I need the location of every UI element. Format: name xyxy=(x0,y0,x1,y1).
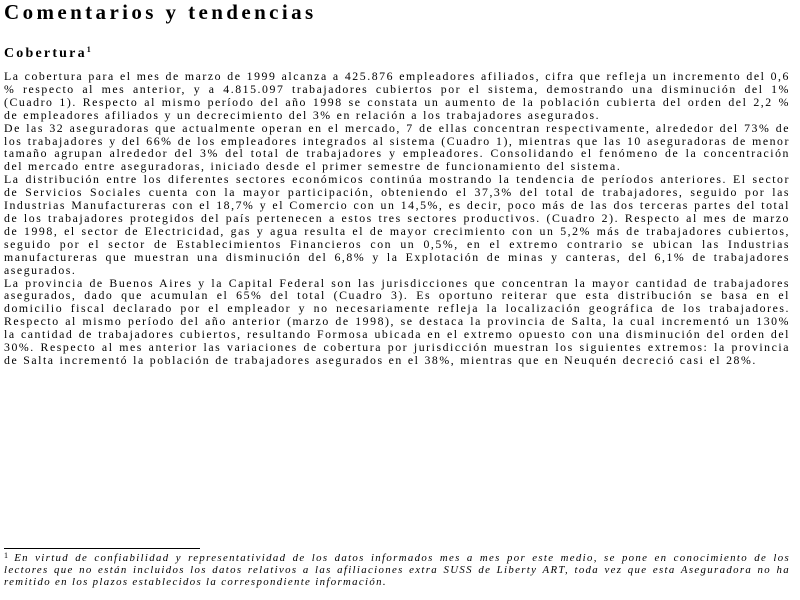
paragraph-sectors: La distribución entre los diferentes sectores económicos continúa mostrando la tendencia de períodos anteriores. El sector de Servicios Sociales cuenta con la mayor participación, obteniendo el 37,3% del total de trabajadores, seguido por las Industrias Manufactureras con el 18,7% y el Comercio con un 14,5%, es decir, poco más de las dos terceras partes del total de los trabajadores protegidos del país pertenecen a estos tres sectores productivos. (Cuadro 2). Respecto al mes de marzo de 1998, el sector de Electricidad, gas y agua resulta el de mayor crecimiento con un 5,2% más de trabajadores cubiertos, seguido por el sector de Establecimientos Financieros con un 0,5%, en el extremo contrario se ubican las Industrias manufactureras que muestran una disminución del 6,8% y la Explotación de minas y canteras, del 6,1% de trabajadores asegurados. xyxy=(4,172,790,277)
paragraph-provinces: La provincia de Buenos Aires y la Capital Federal son las jurisdicciones que concentran la mayor cantidad de trabajadores asegurados, dado que acumulan el 65% del total (Cuadro 3). Es oportuno reiterar que esta distribución se basa en el domicilio fiscal declarado por el empleador y no necesariamente refleja la localización geográfica de los trabajadores. Respecto al mismo período del año anterior (marzo de 1998), se destaca la provincia de Salta, la cual incrementó un 130% la cantidad de trabajadores cubiertos, resultando Formosa ubicada en el extremo opuesto con una disminución del orden del 30%. Respecto al mes anterior las variaciones de cobertura por jurisdicción muestran los siguientes extremos: la provincia de Salta incrementó la población de trabajadores asegurados en el 38%, mientras que en Neuquén decreció casi el 28%. xyxy=(4,275,790,367)
footnote-text: En virtud de confiabilidad y representatividad de los datos informados mes a mes por este medio, se pone en conocimiento de los lectores que no están incluidos los datos relativos a las afiliaciones extra SUSS de Liberty ART, toda vez que esta Aseguradora no ha remitido en los plazos establecidos la correspondiente información. xyxy=(4,552,790,588)
paragraph-insurers: De las 32 aseguradoras que actualmente operan en el mercado, 7 de ellas concentran respectivamente, alrededor del 73% de los trabajadores y del 66% de los empleadores integrados al sistema (Cuadro 1), mientras que las 10 aseguradoras de menor tamaño agrupan alrededor del 3% del total de trabajadores y empleadores. Consolidando el fenómeno de la concentración del mercado entre aseguradoras, iniciado desde el primer semestre de funcionamiento del sistema. xyxy=(4,120,790,174)
paragraph-coverage: La cobertura para el mes de marzo de 1999 alcanza a 425.876 empleadores afiliados, cifra que refleja un incremento del 0,6 % respecto al mes anterior, y a 4.815.097 trabajadores cubiertos por el sistema, demostrando una disminución del 1% (Cuadro 1). Respecto al mismo período del año 1998 se constata un aumento de la población cubierta del orden del 2,2 % de empleadores afiliados y un decrecimiento del 3% en relación a los trabajadores asegurados. xyxy=(4,69,790,122)
footnote-divider xyxy=(4,548,200,549)
footnote xyxy=(4,550,790,588)
page-title: Comentarios y tendencias xyxy=(4,0,317,24)
footnote-reference: 1 xyxy=(86,45,91,54)
section-heading-text: Cobertura xyxy=(4,46,87,61)
section-heading xyxy=(4,42,91,62)
body-text xyxy=(4,70,790,367)
footnote-marker: 1 xyxy=(4,551,8,560)
